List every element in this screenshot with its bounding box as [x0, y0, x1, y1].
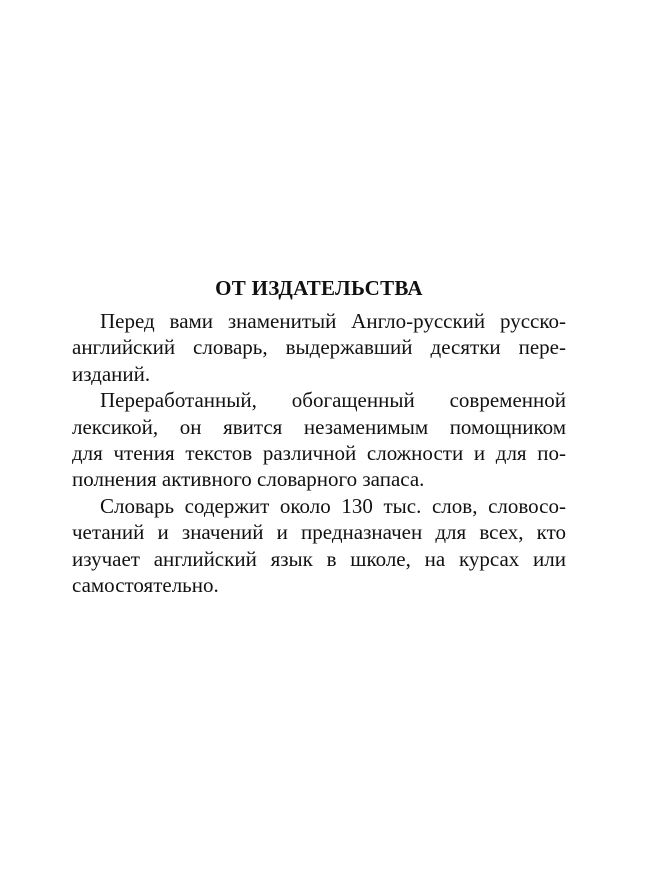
text-line: четаний и значений и предназначен для всех, кто: [72, 520, 566, 545]
text-line: Словарь содержит около 130 тыс. слов, словосо-: [100, 493, 566, 518]
section-heading: ОТ ИЗДАТЕЛЬСТВА: [215, 276, 423, 300]
paragraph-1: [72, 308, 566, 387]
text-line: самостоятельно.: [72, 572, 219, 597]
text-line: полнения активного словарного запаса.: [72, 467, 425, 492]
text-line: Переработанный, обогащенный современной: [100, 388, 566, 413]
text-line: лексикой, он явится незаменимым помощником: [72, 414, 566, 439]
text-line: Перед вами знаменитый Англо-русский русско-: [100, 309, 566, 333]
paragraph-2: [72, 387, 566, 493]
text-line: изучает английский язык в школе, на курсах или: [72, 546, 566, 571]
paragraph-3: [72, 493, 566, 599]
text-line: для чтения текстов различной сложности и для по-: [72, 440, 566, 465]
text-line: английский словарь, выдержавший десятки пере-: [72, 335, 566, 360]
text-line: изданий.: [72, 361, 151, 386]
publisher-note-section: [72, 274, 566, 598]
